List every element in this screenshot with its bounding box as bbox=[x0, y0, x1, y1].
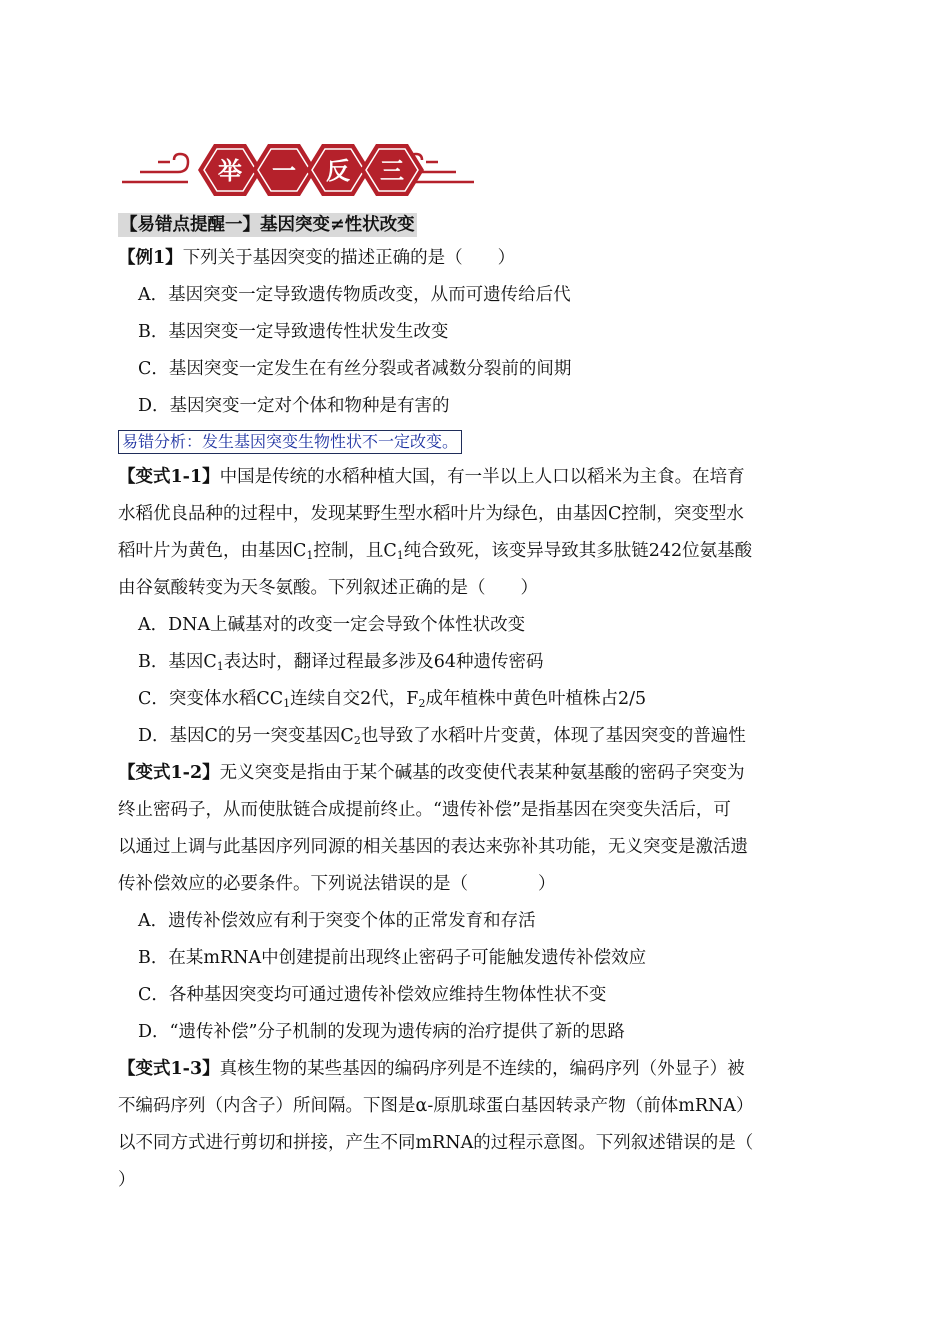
example1-label: 【例1】 bbox=[118, 248, 183, 268]
option-text: 成年植株中黄色叶植株占2/5 bbox=[425, 689, 647, 709]
variant12-text-1: 无义突变是指由于某个碱基的改变使代表某种氨基酸的密码子突变为 bbox=[219, 763, 745, 783]
banner-decoration bbox=[118, 138, 478, 202]
variant13-label: 【变式1-3】 bbox=[118, 1059, 220, 1079]
variant11-stem-line-2: 水稻优良品种的过程中，发现某野生型水稻叶片为绿色，由基因C控制，突变型水 bbox=[118, 504, 744, 524]
variant11-label: 【变式1-1】 bbox=[118, 467, 220, 487]
variant13-stem-line-3: 以不同方式进行剪切和拼接，产生不同mRNA的过程示意图。下列叙述错误的是（ bbox=[118, 1133, 754, 1153]
example1-option-a: A．基因突变一定导致遗传物质改变，从而可遗传给后代 bbox=[138, 285, 571, 305]
option-text: 连续自交2代，F bbox=[290, 689, 419, 709]
option-text: B．基因C bbox=[138, 652, 217, 672]
subscript: 1 bbox=[396, 549, 404, 562]
example1-option-d: D．基因突变一定对个体和物种是有害的 bbox=[138, 396, 450, 416]
variant11-option-d bbox=[118, 718, 818, 755]
subscript: 2 bbox=[418, 697, 426, 710]
variant13-text-1: 真核生物的某些基因的编码序列是不连续的，编码序列（外显子）被 bbox=[219, 1059, 745, 1079]
variant12-option-a: A．遗传补偿效应有利于突变个体的正常发育和存活 bbox=[138, 911, 536, 931]
banner-char-1: 举 bbox=[218, 157, 242, 185]
document-body bbox=[118, 210, 818, 1199]
option-text: 表达时，翻译过程最多涉及64种遗传密码 bbox=[223, 652, 544, 672]
tip-heading-row bbox=[118, 210, 818, 240]
tip-heading: 【易错点提醒一】基因突变≠性状改变 bbox=[120, 215, 415, 235]
banner-char-2: 一 bbox=[272, 157, 296, 185]
hexagon-4 bbox=[360, 144, 424, 196]
variant12-option-d: D．“遗传补偿”分子机制的发现为遗传病的治疗提供了新的思路 bbox=[138, 1022, 625, 1042]
variant12-stem-line-2: 终止密码子，从而使肽链合成提前终止。“遗传补偿”是指基因在突变失活后，可 bbox=[118, 800, 731, 820]
variant12-stem-line-3: 以通过上调与此基因序列同源的相关基因的表达来弥补其功能，无义突变是激活遗 bbox=[118, 837, 748, 857]
example1-question: 下列关于基因突变的描述正确的是（ ） bbox=[182, 248, 516, 268]
variant13-stem-line-4: ） bbox=[118, 1170, 136, 1190]
variant13-stem-line-2: 不编码序列（内含子）所间隔。下图是α-原肌球蛋白基因转录产物（前体mRNA） bbox=[118, 1096, 754, 1116]
subscript: 1 bbox=[306, 549, 314, 562]
variant11-stem-line-1 bbox=[118, 459, 818, 496]
banner-char-3: 反 bbox=[326, 157, 350, 185]
variant12-stem-line-1 bbox=[118, 755, 818, 792]
variant11-text-3a: 稻叶片为黄色，由基因C bbox=[118, 541, 307, 561]
example1-analysis-row bbox=[118, 425, 818, 459]
option-text: C．突变体水稻CC bbox=[138, 689, 284, 709]
variant11-option-c bbox=[118, 681, 818, 718]
variant11-text-3c: 纯合致死，该变异导致其多肽链242位氨基酸 bbox=[403, 541, 753, 561]
variant11-option-b bbox=[118, 644, 818, 681]
option-text: D．基因C的另一突变基因C bbox=[138, 726, 354, 746]
variant12-label: 【变式1-2】 bbox=[118, 763, 220, 783]
example1-stem bbox=[118, 240, 818, 277]
example1-option-b: B．基因突变一定导致遗传性状发生改变 bbox=[138, 322, 449, 342]
variant12-option-c: C．各种基因突变均可通过遗传补偿效应维持生物体性状不变 bbox=[138, 985, 607, 1005]
subscript: 1 bbox=[283, 697, 291, 710]
variant13-stem-line-1 bbox=[118, 1051, 818, 1088]
variant12-stem-line-4: 传补偿效应的必要条件。下列说法错误的是（ ） bbox=[118, 874, 556, 894]
variant11-stem-line-4: 由谷氨酸转变为天冬氨酸。下列叙述正确的是（ ） bbox=[118, 578, 538, 598]
option-text: 也导致了水稻叶片变黄，体现了基因突变的普遍性 bbox=[360, 726, 746, 746]
variant12-option-b: B．在某mRNA中创建提前出现终止密码子可能触发遗传补偿效应 bbox=[138, 948, 647, 968]
variant11-text-3b: 控制，且C bbox=[313, 541, 397, 561]
error-analysis-box: 易错分析：发生基因突变生物性状不一定改变。 bbox=[118, 430, 462, 454]
variant11-option-a: A．DNA上碱基对的改变一定会导致个体性状改变 bbox=[138, 615, 526, 635]
variant11-text-1: 中国是传统的水稻种植大国，有一半以上人口以稻米为主食。在培育 bbox=[219, 467, 745, 487]
subscript: 1 bbox=[216, 660, 224, 673]
subscript: 2 bbox=[353, 734, 361, 747]
banner-char-4: 三 bbox=[380, 157, 404, 185]
variant11-stem-line-3 bbox=[118, 533, 818, 570]
example1-option-c: C．基因突变一定发生在有丝分裂或者减数分裂前的间期 bbox=[138, 359, 572, 379]
left-swirl-icon bbox=[122, 154, 188, 182]
